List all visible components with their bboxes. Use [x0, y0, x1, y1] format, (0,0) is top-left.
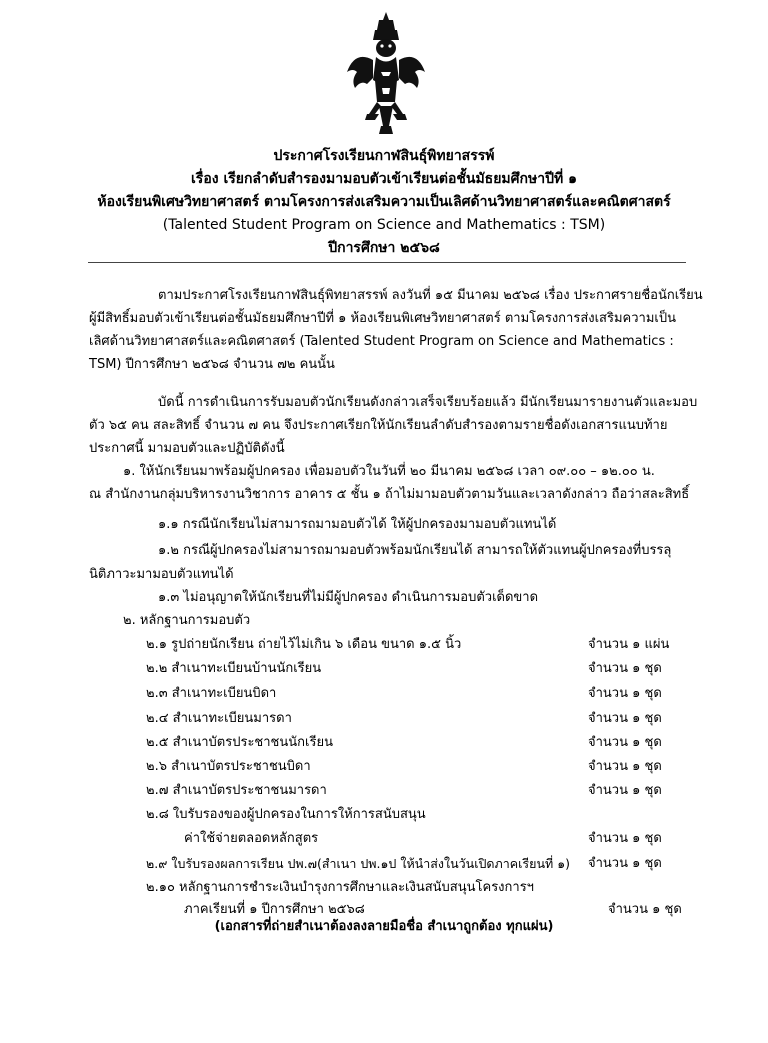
header-school-title: ประกาศโรงเรียนกาฬสินธุ์พิทยาสรรพ์	[273, 148, 495, 164]
doc-item: ๒.๒ สำเนาทะเบียนบ้านนักเรียน	[146, 661, 322, 676]
doc-item: ๒.๖ สำเนาบัตรประชาชนบิดา	[146, 759, 311, 774]
doc-item: ๒.๓ สำเนาทะเบียนบิดา	[146, 686, 277, 701]
item1-2-line: ๑.๒ กรณีผู้ปกครองไม่สามารถมามอบตัวพร้อมนักเรียนได้ สามารถให้ตัวแทนผู้ปกครองที่บรรลุ	[158, 543, 672, 558]
para2-line: ตัว ๖๕ คน สละสิทธิ์ จำนวน ๗ คน จึงประกาศเรียกให้นักเรียนลำดับสำรองตามรายชื่อดังเอกสารแนบท้าย	[89, 418, 668, 433]
doc-item: ๒.๗ สำเนาบัตรประชาชนมารดา	[146, 783, 327, 798]
footer-note: (เอกสารที่ถ่ายสำเนาต้องลงลายมือชื่อ สำเนาถูกต้อง ทุกแผ่น)	[214, 919, 554, 934]
doc-item: ๒.๑ รูปถ่ายนักเรียน ถ่ายไว้ไม่เกิน ๖ เดือน ขนาด ๑.๕ นิ้ว	[146, 637, 462, 652]
doc-amount: จำนวน ๑ ชุด	[588, 856, 662, 871]
doc-amount: จำนวน ๑ ชุด	[588, 711, 662, 726]
para1-line: เลิศด้านวิทยาศาสตร์และคณิตศาสตร์ (Talented Student Program on Science and Mathematics :	[89, 334, 674, 349]
doc-amount: จำนวน ๑ ชุด	[588, 831, 662, 846]
doc-amount: จำนวน ๑ ชุด	[588, 661, 662, 676]
header-divider	[88, 262, 686, 263]
doc-item: ๒.๘ ใบรับรองของผู้ปกครองในการให้การสนับสนุน	[146, 807, 426, 822]
doc-item-continued: ค่าใช้จ่ายตลอดหลักสูตร	[184, 831, 319, 846]
para2-line: บัดนี้ การดำเนินการรับมอบตัวนักเรียนดังกล่าวเสร็จเรียบร้อยแล้ว มีนักเรียนมารายงานตัวและมอบ	[158, 395, 698, 410]
para2-line: ประกาศนี้ มามอบตัวและปฏิบัติดังนี้	[89, 441, 285, 456]
doc-item: ๒.๔ สำเนาทะเบียนมารดา	[146, 711, 292, 726]
item1-1: ๑.๑ กรณีนักเรียนไม่สามารถมามอบตัวได้ ให้ผู้ปกครองมามอบตัวแทนได้	[158, 517, 557, 532]
item1-line: ณ สำนักงานกลุ่มบริหารงานวิชาการ อาคาร ๕ ชั้น ๑ ถ้าไม่มามอบตัวตามวันและเวลาดังกล่าว ถือว่าสละสิทธิ์	[89, 487, 690, 502]
doc-item: ๒.๑๐ หลักฐานการชำระเงินบำรุงการศึกษาและเงินสนับสนุนโครงการฯ	[146, 880, 534, 895]
doc-amount: จำนวน ๑ แผ่น	[588, 637, 670, 652]
para1-line: ตามประกาศโรงเรียนกาฬสินธุ์พิทยาสรรพ์ ลงวันที่ ๑๕ มีนาคม ๒๕๖๘ เรื่อง ประกาศรายชื่อนักเรียน	[158, 288, 703, 303]
header-program-thai: ห้องเรียนพิเศษวิทยาศาสตร์ ตามโครงการส่งเสริมความเป็นเลิศด้านวิทยาศาสตร์และคณิตศาสตร์	[97, 194, 671, 210]
garuda-emblem-icon	[345, 10, 427, 135]
item1-line: ๑. ให้นักเรียนมาพร้อมผู้ปกครอง เพื่อมอบตัวในวันที่ ๒๐ มีนาคม ๒๕๖๘ เวลา ๐๙.๐๐ – ๑๒.๐๐ น.	[123, 464, 655, 479]
para1-line: ผู้มีสิทธิ์มอบตัวเข้าเรียนต่อชั้นมัธยมศึกษาปีที่ ๑ ห้องเรียนพิเศษวิทยาศาสตร์ ตามโครงการส่งเสริมความเป็น	[89, 311, 676, 326]
doc-item-continued: ภาคเรียนที่ ๑ ปีการศึกษา ๒๕๖๘	[184, 902, 365, 917]
item1-3: ๑.๓ ไม่อนุญาตให้นักเรียนที่ไม่มีผู้ปกครอง ดำเนินการมอบตัวเด็ดขาด	[158, 590, 539, 605]
announcement-header	[0, 145, 768, 260]
doc-amount: จำนวน ๑ ชุด	[588, 759, 662, 774]
doc-item: ๒.๕ สำเนาบัตรประชาชนนักเรียน	[146, 735, 333, 750]
item2-heading: ๒. หลักฐานการมอบตัว	[123, 613, 251, 628]
doc-amount: จำนวน ๑ ชุด	[608, 902, 682, 917]
doc-amount: จำนวน ๑ ชุด	[588, 735, 662, 750]
header-academic-year: ปีการศึกษา ๒๕๖๘	[328, 240, 440, 256]
doc-item: ๒.๙ ใบรับรองผลการเรียน ปพ.๗(สำเนา ปพ.๑ป ให้นำส่งในวันเปิดภาคเรียนที่ ๑)	[146, 856, 571, 871]
item1-2-line: นิติภาวะมามอบตัวแทนได้	[89, 567, 234, 582]
para1-line: TSM) ปีการศึกษา ๒๕๖๘ จำนวน ๗๒ คนนั้น	[89, 357, 335, 372]
header-program-english: (Talented Student Program on Science and Mathematics : TSM)	[162, 217, 606, 233]
header-subject: เรื่อง เรียกลำดับสำรองมามอบตัวเข้าเรียนต่อชั้นมัธยมศึกษาปีที่ ๑	[191, 171, 577, 187]
doc-amount: จำนวน ๑ ชุด	[588, 686, 662, 701]
doc-amount: จำนวน ๑ ชุด	[588, 783, 662, 798]
